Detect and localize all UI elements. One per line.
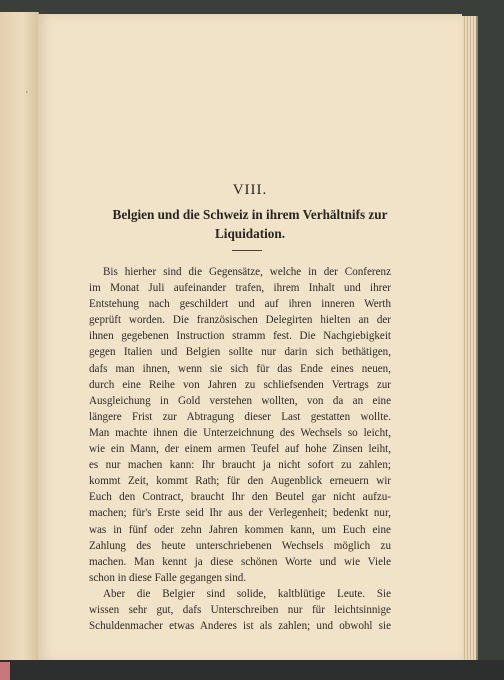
text-line: ihnen gegebenen Instruction stramm fest. Die Nachgiebigkeit (89, 330, 391, 343)
scan-background (0, 660, 504, 680)
text-line: machen. Man kennt ja diese schönen Worte und wie Viele (89, 555, 391, 568)
text-line: längere Frist zur Abtragung dieser Last gestatten wollte. (89, 410, 391, 423)
text-line: machen; für's Erste seid Ihr aus der Verlegenheit; bedenkt nur, (89, 507, 391, 520)
text-line: Man machte ihnen die Unterzeichnung des Wechsels so leicht, (89, 426, 391, 439)
text-line: Entstehung nach geschildert und auf ihren inneren Werth (89, 298, 391, 311)
text-line: Euch den Contract, braucht Ihr den Beutel gar nicht aufzu- (89, 491, 391, 504)
text-line: Schuldenmacher etwas Anderes ist als zahlen; und obwohl sie (89, 620, 391, 633)
text-line: kommt Zeit, kommt Rath; für den Augenblick erneuern wir (89, 475, 391, 488)
text-line: durch eine Reihe von Jahren zu schliefsenden Vertrags zur (89, 378, 391, 391)
text-line: schon in diese Falle gegangen sind. (89, 571, 247, 584)
text-line: Bis hierher sind die Gegensätze, welche in der Conferenz (103, 266, 391, 278)
text-line: wie ein Mann, der einem armen Teufel auf hohe Zinsen leiht, (89, 443, 391, 456)
text-line: Aber die Belgier sind solide, kaltblütige Leute. Sie (103, 587, 391, 600)
title-divider (232, 250, 262, 251)
text-line: im Monat Juli aufeinander trafen, ihrem Inhalt und ihrer (89, 282, 391, 295)
text-line: was in fünf oder zehn Jahren kommen kann, um Euch eine (89, 523, 391, 536)
left-page-edge (0, 12, 39, 664)
text-line: Zahlung des heute unterschriebenen Wechsels möglich zu (89, 539, 391, 552)
body-text (89, 264, 391, 634)
text-line: es nur machen kann: Ihr braucht ja nicht sofort zu zahlen; (89, 459, 391, 472)
text-line: Ausgleichung in Gold verstehen wollten, von da an eine (89, 394, 391, 407)
page-stack-edge (462, 16, 478, 660)
chapter-title-line: Liquidation. (214, 226, 285, 241)
text-line: wissen sehr gut, dafs Unterschreiben nur für leichtsinnige (89, 603, 391, 616)
text-line: geprüft worden. Die französischen Delegirten hielten an der (89, 314, 391, 327)
chapter-title-line: Belgien und die Schweiz in ihrem Verhältnifs zur (112, 207, 388, 222)
text-line: gegen Italien und Belgien sollte nur darin sich bethätigen, (89, 346, 391, 359)
chapter-title (48, 205, 452, 243)
page-mark: ' (26, 90, 28, 101)
text-line: dafs man ihnen, wenn sie sich für das Ende eines neuen, (89, 362, 391, 375)
color-tab (0, 662, 10, 680)
chapter-number: VIII. (232, 182, 268, 198)
